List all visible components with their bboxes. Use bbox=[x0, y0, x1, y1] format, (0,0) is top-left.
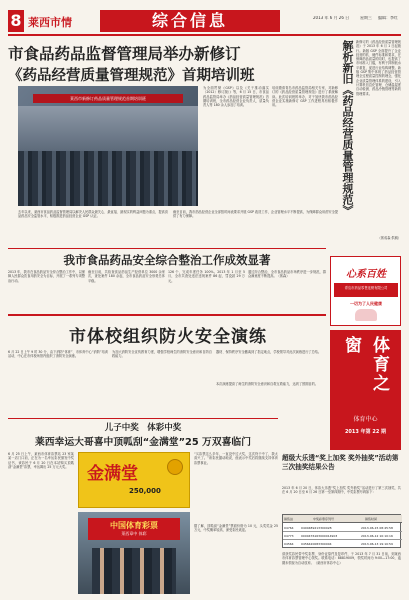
shop-sub: 莱西章中 体彩 bbox=[121, 531, 147, 536]
table-header-station: 销售站 bbox=[284, 517, 294, 521]
sports-window bbox=[330, 330, 401, 450]
ad-headline: 心系百姓 bbox=[346, 269, 386, 280]
photo-stage bbox=[18, 106, 198, 151]
gsp-sidebar-credit: （郭成森 供稿） bbox=[377, 236, 401, 240]
table-header-row bbox=[283, 515, 402, 523]
second-title: 我市食品药品安全综合整治工作成效显著 bbox=[63, 253, 271, 267]
table-cell: 2013-06-13 19:10:59 bbox=[361, 542, 393, 546]
super-lotto-article bbox=[282, 454, 401, 594]
main-title-line2: 《药品经营质量管理规范》首期培训班 bbox=[8, 67, 255, 84]
lottery-body-col1: 6 月 25 日上午，莱西市体育彩票站 23 家某某一店门口前，正在为一名幸运彩民颁发中奖证书，该彩民于 6 月 20 日在本站购买顶呱刮“金满堂”彩票，幸运揭出 25 万元大奖。 bbox=[8, 452, 74, 469]
fire-body-col4: 本次演练提高了师生的消防安全意识和自救互救能力，达到了预期目的。 bbox=[216, 382, 318, 386]
ticket-prize: 250,000 bbox=[129, 487, 161, 495]
table-cell: 04564 bbox=[284, 542, 294, 546]
lottery-body-col3: 据了解，顶呱刮“金满堂”票面价格为 10 元，头奖奖金 25 万元，中奖概率较高，深受彩民欢迎。 bbox=[194, 524, 278, 533]
training-photo bbox=[18, 86, 198, 206]
lottery-kicker: 儿子中奖 体彩中奖 bbox=[104, 423, 182, 433]
main-body-col1: 为全面贯彻《GSP》以及《关于推动落实（2012）修订版）》等，6 月 15 日，市食品药品监管局举办《药品经营质量管理规范》首期培训班，全市药品经营企业负责人、质量负责人等 180 余人参加了培训。 bbox=[203, 86, 269, 108]
sports-window-title: 体育之窗 bbox=[341, 336, 389, 393]
main-body-col2: 培训邀请青岛市药品监管局相关专家，对新修订的《药品经营质量管理规范》进行了系统解读。此次培训班的举办，对于加快我市药品经营企业实施新修订 GSP 工作进程具有积极作用。 bbox=[272, 86, 338, 108]
gsp-sidebar-title: 解析新旧《药品经营质量管理规范》 bbox=[341, 40, 354, 216]
table-cell: 2013-06-12 10:10:16 bbox=[361, 534, 393, 538]
second-body-col2: 截至目前，共检查食品药品生产经营单位 3000 余家次，查处案件 180 余起，全市食品药品安全形势总体平稳。 bbox=[88, 270, 165, 283]
masthead-weekday: 星期三 bbox=[360, 16, 372, 20]
ticket-coin-icon bbox=[167, 459, 183, 475]
ticket-name: 金满堂 bbox=[87, 464, 138, 484]
lottery-top-rule bbox=[8, 418, 278, 419]
masthead bbox=[8, 6, 401, 38]
table-cell: 0400489213300028 bbox=[301, 526, 332, 530]
table-row bbox=[283, 532, 402, 540]
shop-title: 中国体育彩票 bbox=[110, 521, 158, 530]
fire-title: 市体校组织防火安全演练 bbox=[69, 327, 267, 347]
table-cell: 04764 bbox=[284, 526, 294, 530]
fire-body-col2: 为加大消防安全宣传教育力度，增强学校师生的消防安全意识和自防自救能力。 bbox=[112, 350, 212, 359]
fire-top-rule bbox=[8, 314, 326, 316]
main-body-col4: 截至目前，我市药品经营企业全部按时间表要求开展 GSP 改造工作，企业管理水平不断提高，为保障群众用药安全提供了有力保障。 bbox=[173, 210, 338, 219]
table-row bbox=[283, 524, 402, 532]
ad-decoration-icon bbox=[355, 309, 377, 321]
main-body-col3: 去年以来，莱西市食品药品监督管理局以解决人民群众最关心、最直接、最现实的利益问题为重点，提高食品药品安全监管水平，积极推进药品经营企业 GSP 认证。 bbox=[18, 210, 168, 219]
masthead-editor: 编辑：李红 bbox=[378, 16, 398, 20]
main-article bbox=[8, 40, 338, 245]
ad-box bbox=[330, 256, 401, 326]
masthead-rule bbox=[8, 34, 401, 36]
lottery-shop-photo bbox=[78, 512, 190, 594]
sports-window-issue: 2013 年第 22 期 bbox=[344, 429, 387, 435]
ad-subline1: 青岛市药品零售连锁有限公司 bbox=[344, 286, 388, 290]
gsp-sidebar bbox=[340, 40, 401, 245]
masthead-date: 2013 年 6 月 26 日 bbox=[313, 16, 350, 20]
photo-audience bbox=[18, 151, 198, 206]
lottery-title: 莱西幸运大哥喜中顶呱刮“金满堂”25 万双喜临门 bbox=[34, 437, 252, 448]
second-article bbox=[8, 248, 326, 308]
table-row bbox=[283, 540, 402, 548]
fire-body-col3: 器材、保持秩序安全撤离到了指定地点，学校领导对此次演练进行了总结。 bbox=[216, 350, 322, 354]
second-top-rule bbox=[8, 248, 326, 249]
lottery-body-col2: “买彩票这么多年，一直没中过大奖，这次终于中了，我太高兴了。”该彩民激动地说，他表示中奖后将继续支持体育彩票事业。 bbox=[194, 452, 278, 465]
sports-window-subtitle: 体育中心 bbox=[353, 416, 378, 423]
lottery-article bbox=[8, 418, 278, 594]
fire-article bbox=[8, 314, 326, 414]
lottery-ticket bbox=[78, 452, 190, 508]
gsp-sidebar-body: 新修订的《药品经营质量管理规范》于 2013 年 6 月 1 日起施行。新版 GSP 全面提升了企业经营的软、硬件标准和要求，在保障药品质量的同时，也提高了市场准入门槛，有利于抑制低水平重复，促进行业结构调整。新版 GSP 集中体现了药品经营管理全过程质量控制的理念，强化企业质量管理体系的建设，引入计算机信息化管理、仓储温湿度自动检测、药品冷链管理等新的管理要求。 bbox=[356, 40, 401, 96]
table-cell: 04773 bbox=[284, 534, 294, 538]
photo-banner: 莱西市新修订药品质量管理规范首期培训班 bbox=[33, 94, 183, 103]
table-cell: 0456420083300004 bbox=[301, 542, 332, 546]
super-lotto-title: 超级大乐透“奖上加奖 奖外抽奖”活动第三次抽奖结果公告 bbox=[282, 454, 399, 471]
super-lotto-footer: 请获奖彩民带中奖彩票、身份证原件及复印件，于 2013 年 7 月 31 日前，到莱西市体育彩票管理中心领奖。联系电话：88819009，领奖时间为 9:00—17:00，逾期未领视为自动放弃。（莱西市体彩中心） bbox=[282, 552, 401, 565]
main-title-line1: 市食品药品监督管理局举办新修订 bbox=[8, 44, 241, 63]
super-lotto-intro: 2013 年 6 月 20 日，体彩大乐透“奖上加奖 奖外抽奖”活动进行了第三次抽奖，共在 6 月 20 日至 6 月 26 日第一至第四期中，中奖彩票号码如下： bbox=[282, 486, 401, 495]
shop-people bbox=[92, 548, 176, 594]
table-cell: 2013-06-15 08:45:58 bbox=[361, 526, 393, 530]
fire-body-col1: 6 月 22 日上午 9 时 30 分，由下消防“体育”、市体育中心“消防”培训活动，中心在市体校场馆内组织了消防安全演练。 bbox=[8, 350, 108, 359]
table-header-time: 销售时间 bbox=[365, 517, 378, 521]
super-lotto-table bbox=[282, 514, 401, 548]
page-number-badge: 8 bbox=[8, 10, 24, 32]
second-body-col1: 2013 年，我市在食品药品安全综合整治工作中，以保障人民群众饮食用药安全为目标，开展了一系列专项整治行动。 bbox=[8, 270, 85, 283]
table-header-serial: 中奖彩票序列号 bbox=[313, 517, 335, 521]
ad-subline2: 一切为了人民健康 bbox=[350, 301, 382, 306]
paper-name: 莱西市情 bbox=[28, 16, 72, 29]
section-title: 综合信息 bbox=[151, 11, 228, 30]
second-body-col3: 126 个，完成年度任务 100%。2013 年 1 月至 5 月，全市共查处违法违规案件 86 起，罚没款 29 万元。 bbox=[168, 270, 245, 283]
table-cell: 0000476163000014903 bbox=[301, 534, 338, 538]
second-body-col4: 通过综合整治，全市食品药品市场秩序进一步规范，群众满意度不断提高。（郭森） bbox=[248, 270, 326, 279]
